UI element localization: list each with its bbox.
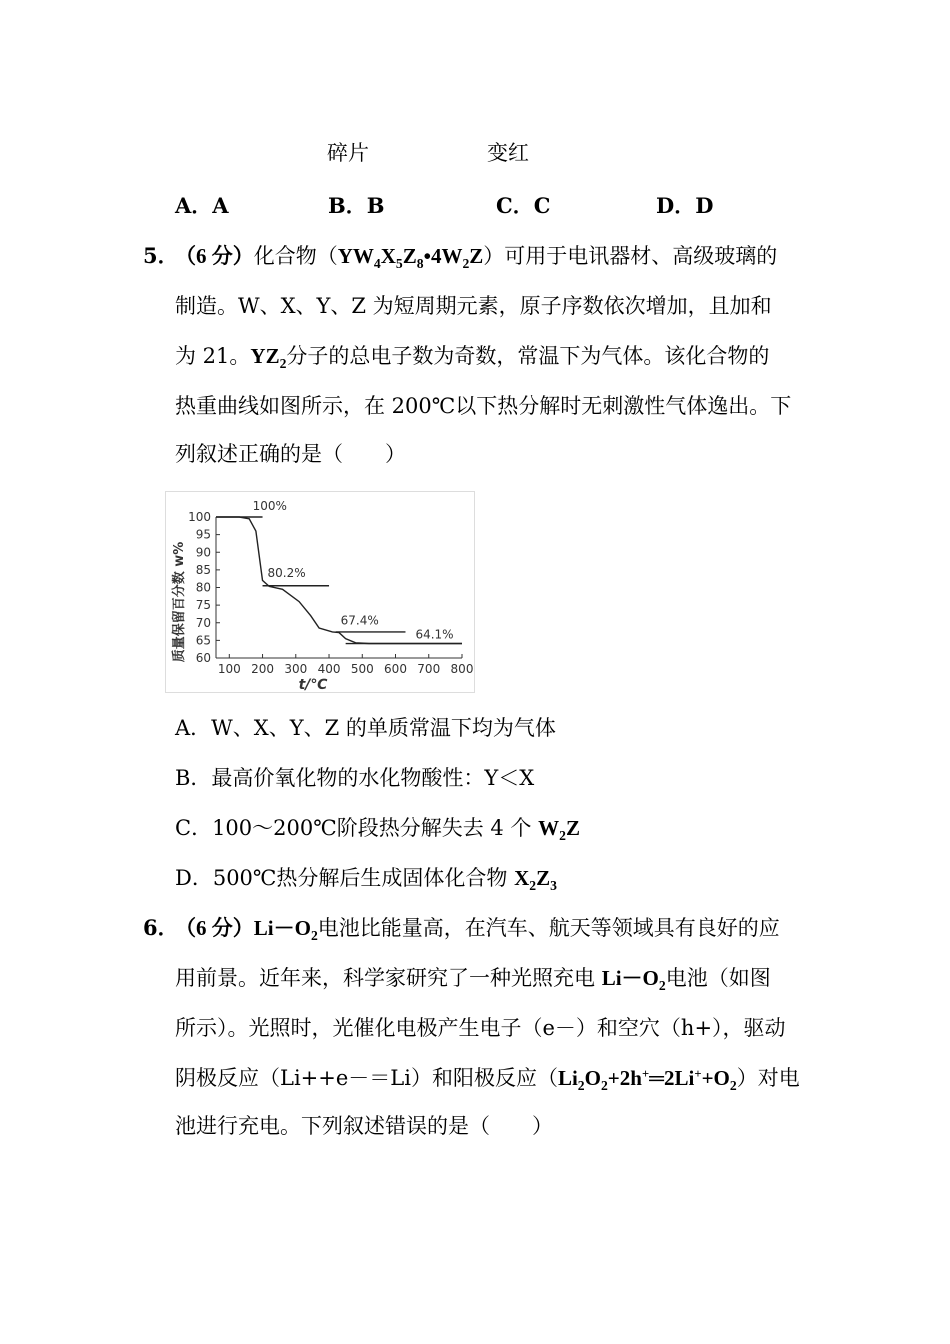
q5-option-a: A．W、X、Y、Z 的单质常温下均为气体 [175,716,556,740]
question-6-line-5: 池进行充电。下列叙述错误的是（ ） [175,1114,553,1138]
text: C．100～200℃阶段热分解失去 4 个 [175,816,539,840]
q4-option-a: A．A [175,193,229,218]
question-6-line-3: 所示）。光照时，光催化电极产生电子（e－）和空穴（h+），驱动 [175,1016,786,1040]
chart-data-label: 64.1% [415,627,454,642]
chart-x-tick-label: 200 [251,662,274,676]
formula: $Li-O_2$ [253,916,318,943]
chart-y-tick-label: 60 [195,651,211,665]
text: 电池比能量高，在汽车、航天等领域具有良好的应 [317,916,780,940]
text: ）可用于电讯器材、高级玻璃的 [483,244,778,268]
text: 分子的总电子数为奇数，常温下为气体。该化合物的 [286,344,770,368]
chart-y-axis-label: 质量保留百分数 w% [172,541,187,663]
chart-y-tick-label: 75 [195,598,211,613]
text: 为 21。 [175,344,251,368]
chart-x-tick-label: 800 [450,662,474,676]
formula: $YZ_2$ [250,344,287,371]
question-5-line-5: 列叙述正确的是（ ） [175,442,406,466]
text: D．500℃热分解后生成固体化合物 [175,866,515,890]
thermogravimetric-chart [165,491,475,693]
text: 用前景。近年来，科学家研究了一种光照充电 [175,966,602,990]
question-5-line-4: 热重曲线如图所示，在 200℃以下热分解时无刺激性气体逸出。下 [175,394,792,418]
question-6-line-1 [175,912,780,944]
chart-y-tick-label: 95 [195,527,211,542]
chart-x-tick-label: 600 [384,662,407,676]
formula: $W_2Z$ [538,816,580,843]
question-5-line-1 [175,240,777,272]
q5-option-c [175,812,580,844]
chart-x-tick-label: 100 [217,662,241,676]
chart-y-tick-label: 65 [195,633,211,648]
question-5-line-3 [175,340,769,372]
formula: $Li_2O_2+2h^+═2Li^++O_2$ [557,1066,737,1093]
chart-data-label: 100% [252,498,287,513]
text: 电池（如图 [665,966,771,990]
chart-svg [166,492,474,692]
chart-series-line [216,517,462,644]
formula: $YW_4X_5Z_8•4W_2Z$ [337,244,484,271]
q5-option-d [175,862,557,894]
chart-data-label: 80.2% [267,565,306,580]
table-cell-right: 变红 [487,141,529,165]
formula: $X_2Z_3$ [514,866,557,893]
question-number: 6． [143,915,179,940]
chart-x-tick-label: 300 [284,662,308,676]
q4-option-b: B．B [328,193,385,218]
question-number: 5． [143,243,179,268]
text: 阴极反应（Li++e－＝Li）和阳极反应（ [175,1066,558,1090]
score: （6 分） [175,244,254,268]
score: （6 分） [175,916,254,940]
chart-x-tick-label: 400 [317,662,341,676]
q4-option-c: C．C [496,193,551,218]
q4-option-d: D．D [656,193,714,218]
chart-data-label: 67.4% [340,613,379,628]
chart-y-tick-label: 70 [195,615,211,630]
question-6-line-4 [175,1062,800,1094]
chart-x-tick-label: 500 [350,662,374,676]
chart-y-tick-label: 85 [195,562,211,577]
table-cell-left: 碎片 [327,141,369,165]
chart-x-tick-label: 700 [417,662,441,676]
chart-y-tick-label: 100 [188,510,211,524]
chart-y-tick-label: 80 [195,580,211,595]
text: ）对电 [736,1066,800,1090]
q5-option-b: B．最高价氧化物的水化物酸性：Y＜X [175,766,535,790]
chart-x-axis-label: t/℃ [298,677,328,692]
question-5-line-2: 制造。W、X、Y、Z 为短周期元素，原子序数依次增加，且加和 [175,294,772,318]
chart-y-tick-label: 90 [195,545,211,560]
formula: $Li-O_2$ [601,966,666,993]
text: 化合物（ [253,244,338,268]
question-6-line-2 [175,962,771,994]
